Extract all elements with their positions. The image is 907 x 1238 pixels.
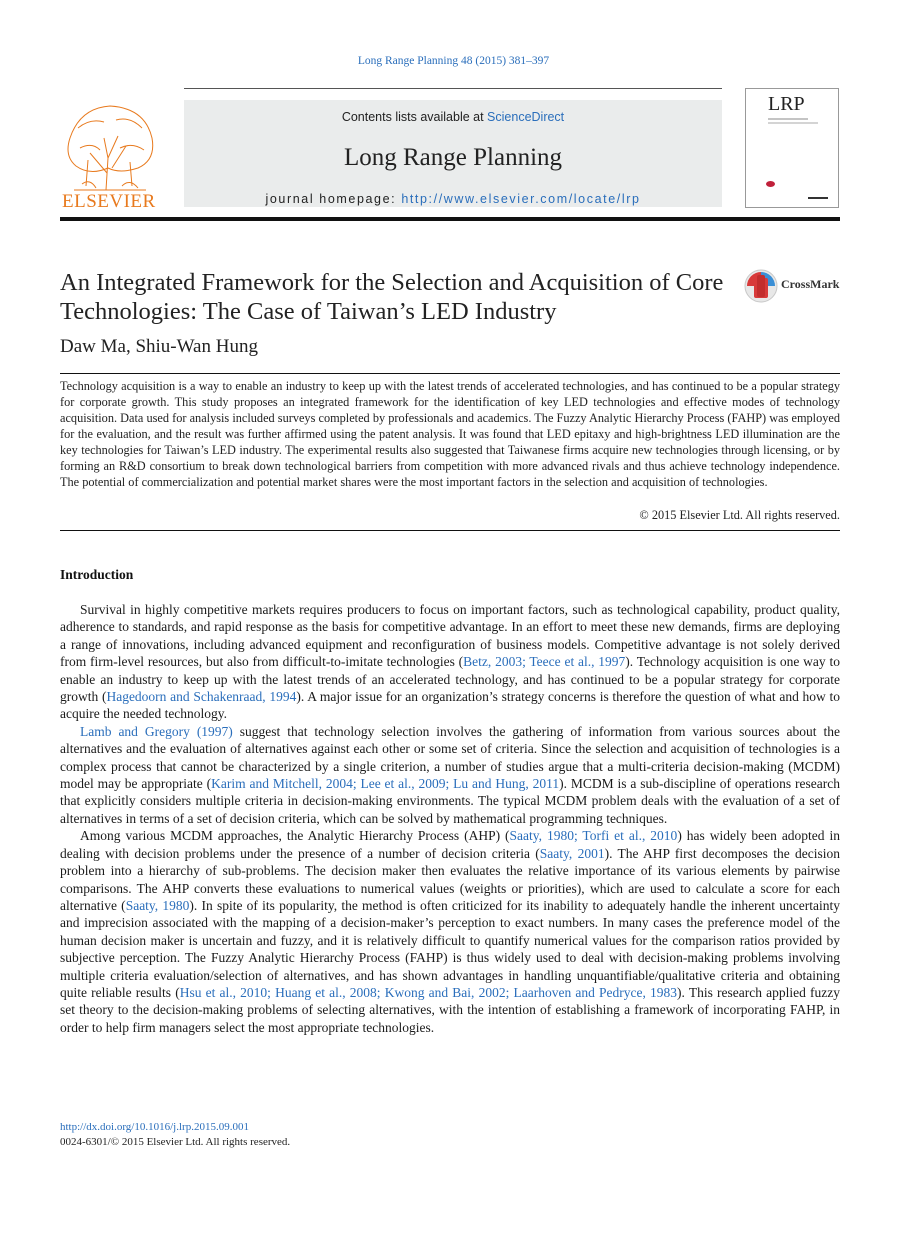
journal-citation[interactable]: Long Range Planning 48 (2015) 381–397 (357, 55, 550, 67)
homepage-prefix: journal homepage: (265, 192, 402, 206)
cover-title: LRP (768, 93, 805, 115)
citation-link[interactable]: Lamb and Gregory (1997) (80, 723, 233, 739)
homepage-link[interactable]: http://www.elsevier.com/locate/lrp (401, 192, 641, 206)
citation-link[interactable]: Saaty, 1980 (125, 897, 190, 913)
body-text: ). MCDM is a sub-discipline of operations research that explicitly considers multiple criteria in decision-making environments. The typical MCDM problem deals with the evaluation of a set of alternatives in terms of a set of decision criteria, which can be solved by mathematical programming techniques. (60, 776, 840, 826)
crossmark-icon (744, 268, 778, 304)
doi-link[interactable]: http://dx.doi.org/10.1016/j.lrp.2015.09.001 (60, 1121, 249, 1133)
body-text: Survival in highly competitive markets requires producers to focus on important factors, such as technological capability, product quality, adherence to standards, and rapid response as the basis for competitive advantage. In an effort to meet these new demands, firms are deploying a range of innovations, including advanced equipment and reconfiguration of business models. Competitive advantage is not solely derived from firm-level resources, but also from difficult-to-imitate technologies ( (60, 602, 840, 670)
header-rule (60, 217, 840, 221)
body-text: ). A major issue for an organization’s strategy concerns is therefore the question of what and how to acquire the needed technology. (60, 689, 841, 722)
cover-publisher-mark (808, 197, 828, 199)
body-text: ) has widely been adopted in dealing with decision problems under the presence of a number of decision criteria ( (60, 828, 840, 861)
paragraph (60, 827, 840, 1036)
citation-link[interactable]: Saaty, 1980; Torfi et al., 2010 (509, 828, 678, 844)
paragraph (60, 723, 840, 827)
abstract: Technology acquisition is a way to enable an industry to keep up with the latest trends of accelerated technologies, and has continued to be a popular strategy for corporate growth. This study proposes an integrated framework for the identification of key LED technologies and effective modes of technology acquisition. Data used for analysis included surveys completed by professionals and academics. The Fuzzy Analytic Hierarchy Process (FAHP) was employed for the evaluation, and the result was further affirmed using the patent analysis. It was found that LED epitaxy and high-brightness LED illumination are the key technologies for Taiwan’s LED industry. The experimental results also suggested that Taiwanese firms acquire new technologies through licensing, or by forming an R&D consortium to break down technological barriers from competition with more advanced rivals and thus achieve technology independence. The potential of commercialization and potential market shares were the most important factors in the selection and acquisition of technologies. (60, 379, 840, 489)
journal-header-box (184, 100, 722, 207)
contents-availability (184, 110, 722, 124)
citation-link[interactable]: Hsu et al., 2010; Huang et al., 2008; Kwong and Bai, 2002; Laarhoven and Pedryce, 1983 (179, 984, 678, 1000)
body-text: ). This research applied fuzzy set theory to the decision-making problems of selecting alternatives, with the intention of establishing a framework of incorporating FAHP, in order to help firm managers select the most appropriate technologies. (60, 984, 840, 1035)
crossmark-badge[interactable] (744, 268, 844, 304)
abstract-bottom-rule (60, 530, 840, 531)
authors[interactable]: Daw Ma, Shiu-Wan Hung (60, 336, 258, 357)
body-text: Among various MCDM approaches, the Analytic Hierarchy Process (AHP) ( (80, 828, 510, 844)
body-text: ). The AHP first decomposes the decision problem into a hierarchy of sub-problems. The decision maker then evaluates the relative importance of its various elements by pairwise comparisons. The AHP converts these evaluations to numerical values (weights or priorities), which are used to calculate a score for each alternative ( (60, 845, 840, 913)
publisher-logo-text: ELSEVIER (62, 191, 156, 212)
article-title: An Integrated Framework for the Selection and Acquisition of Core Technologies: The Case of Taiwan’s LED Industry (60, 269, 724, 325)
crossmark-label: CrossMark (781, 277, 840, 291)
paragraph (60, 601, 840, 723)
contents-prefix: Contents lists available at (341, 110, 488, 124)
body-text: suggest that technology selection involves the gathering of information from various sources about the alternatives and the evaluation of alternatives against each other or some set of criteria. Since the selection and acquisition of technologies is a complex process that cannot be characterized by a single criterion, a number of studies argue that a multi-criteria decision-making (MCDM) model may be appropriate ( (60, 723, 840, 792)
journal-homepage (184, 192, 722, 206)
cover-text-lines (768, 117, 828, 127)
body-text: ). In spite of its popularity, the method is often criticized for its inability to adequately handle the inherent uncertainty and imprecision associated with the mapping of a decision-maker’s perception to exact numbers. In many cases the preference model of the human decision maker is uncertain and fuzzy, and it is relatively difficult to quantify numerical values for the comparison ratios provided by subjective perception. The Fuzzy Analytic Hierarchy Process (FAHP) is thus widely used to deal with decision-making problems involving multiple criteria evaluation/selection of alternatives, and has shown advantages in handling unquantifiable/qualitative criteria and obtaining quite reliable results ( (60, 897, 840, 1000)
citation-link[interactable]: Hagedoorn and Schakenraad, 1994 (106, 689, 297, 705)
citation-link[interactable]: Saaty, 2001 (539, 845, 605, 861)
abstract-top-rule (60, 373, 840, 374)
citation-link[interactable]: Karim and Mitchell, 2004; Lee et al., 2009; Lu and Hung, 2011 (211, 776, 560, 792)
cover-graphic (766, 181, 775, 187)
journal-title: Long Range Planning (343, 144, 563, 171)
section-heading-introduction: Introduction (60, 567, 134, 582)
journal-cover-thumbnail[interactable] (745, 88, 839, 208)
page-footer (60, 1120, 290, 1150)
masthead (60, 88, 840, 218)
sciencedirect-link[interactable]: ScienceDirect (487, 110, 565, 124)
article-body (60, 601, 840, 1036)
abstract-copyright: © 2015 Elsevier Ltd. All rights reserved. (639, 508, 840, 522)
citation-link[interactable]: Betz, 2003; Teece et al., 1997 (463, 654, 626, 670)
body-text: ). Technology acquisition is one way to enable an industry to keep up with the latest trends of an accelerated technology, and has continued to be a popular strategy for corporate growth ( (60, 654, 840, 705)
issn-copyright: 0024-6301/© 2015 Elsevier Ltd. All rights reserved. (60, 1136, 291, 1148)
